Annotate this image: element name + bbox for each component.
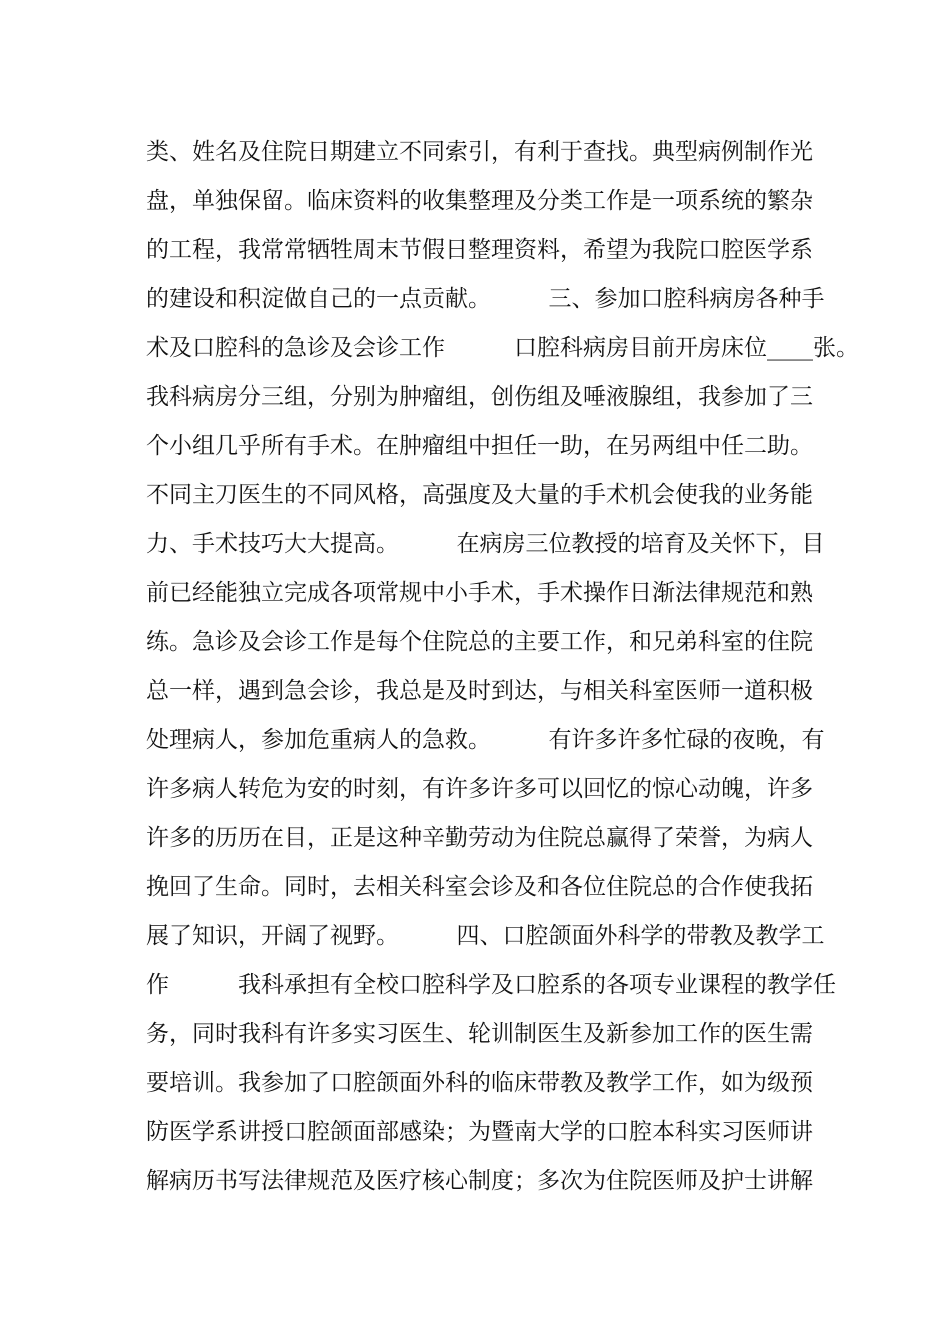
text-line: 的建设和积淀做自己的一点贡献。 三、参加口腔科病房各种手 [146,286,825,312]
text-line: 练。急诊及会诊工作是每个住院总的主要工作，和兄弟科室的住院 [146,629,813,655]
text-line: 务，同时我科有许多实习医生、轮训制医生及新参加工作的医生需 [146,1021,813,1047]
text-line: 总一样，遇到急会诊，我总是及时到达，与相关科室医师一道积极 [146,678,813,704]
text-line: 前已经能独立完成各项常规中小手术，手术操作日渐法律规范和熟 [146,580,813,606]
text-line: 防医学系讲授口腔颌面部感染；为暨南大学的口腔本科实习医师讲 [146,1119,813,1145]
text-line: 解病历书写法律规范及医疗核心制度；多次为住院医师及护士讲解 [146,1168,813,1194]
text-line: 类、姓名及住院日期建立不同索引，有利于查找。典型病例制作光 [146,139,813,165]
text-line: 许多的历历在目，正是这种辛勤劳动为住院总赢得了荣誉，为病人 [146,825,813,851]
text-line: 我科病房分三组，分别为肿瘤组，创伤组及唾液腺组，我参加了三 [146,384,813,410]
text-line: 术及口腔科的急诊及会诊工作 口腔科病房目前开房床位____张。 [146,335,859,361]
text-line: 许多病人转危为安的时刻，有许多许多可以回忆的惊心动魄，许多 [146,776,813,802]
body-text [146,128,859,1206]
text-line: 个小组几乎所有手术。在肿瘤组中担任一助，在另两组中任二助。 [146,433,813,459]
text-line: 不同主刀医生的不同风格，高强度及大量的手术机会使我的业务能 [146,482,813,508]
text-line: 盘，单独保留。临床资料的收集整理及分类工作是一项系统的繁杂 [146,188,813,214]
text-line: 要培训。我参加了口腔颌面外科的临床带教及教学工作，如为级预 [146,1070,813,1096]
text-line: 力、手术技巧大大提高。 在病房三位教授的培育及关怀下，目 [146,531,825,557]
text-line: 展了知识，开阔了视野。 四、口腔颌面外科学的带教及教学工 [146,923,825,949]
text-line: 的工程，我常常牺牲周末节假日整理资料，希望为我院口腔医学系 [146,237,813,263]
text-line: 作 我科承担有全校口腔科学及口腔系的各项专业课程的教学任 [146,972,836,998]
text-line: 处理病人，参加危重病人的急救。 有许多许多忙碌的夜晚，有 [146,727,825,753]
text-line: 挽回了生命。同时，去相关科室会诊及和各位住院总的合作使我拓 [146,874,813,900]
